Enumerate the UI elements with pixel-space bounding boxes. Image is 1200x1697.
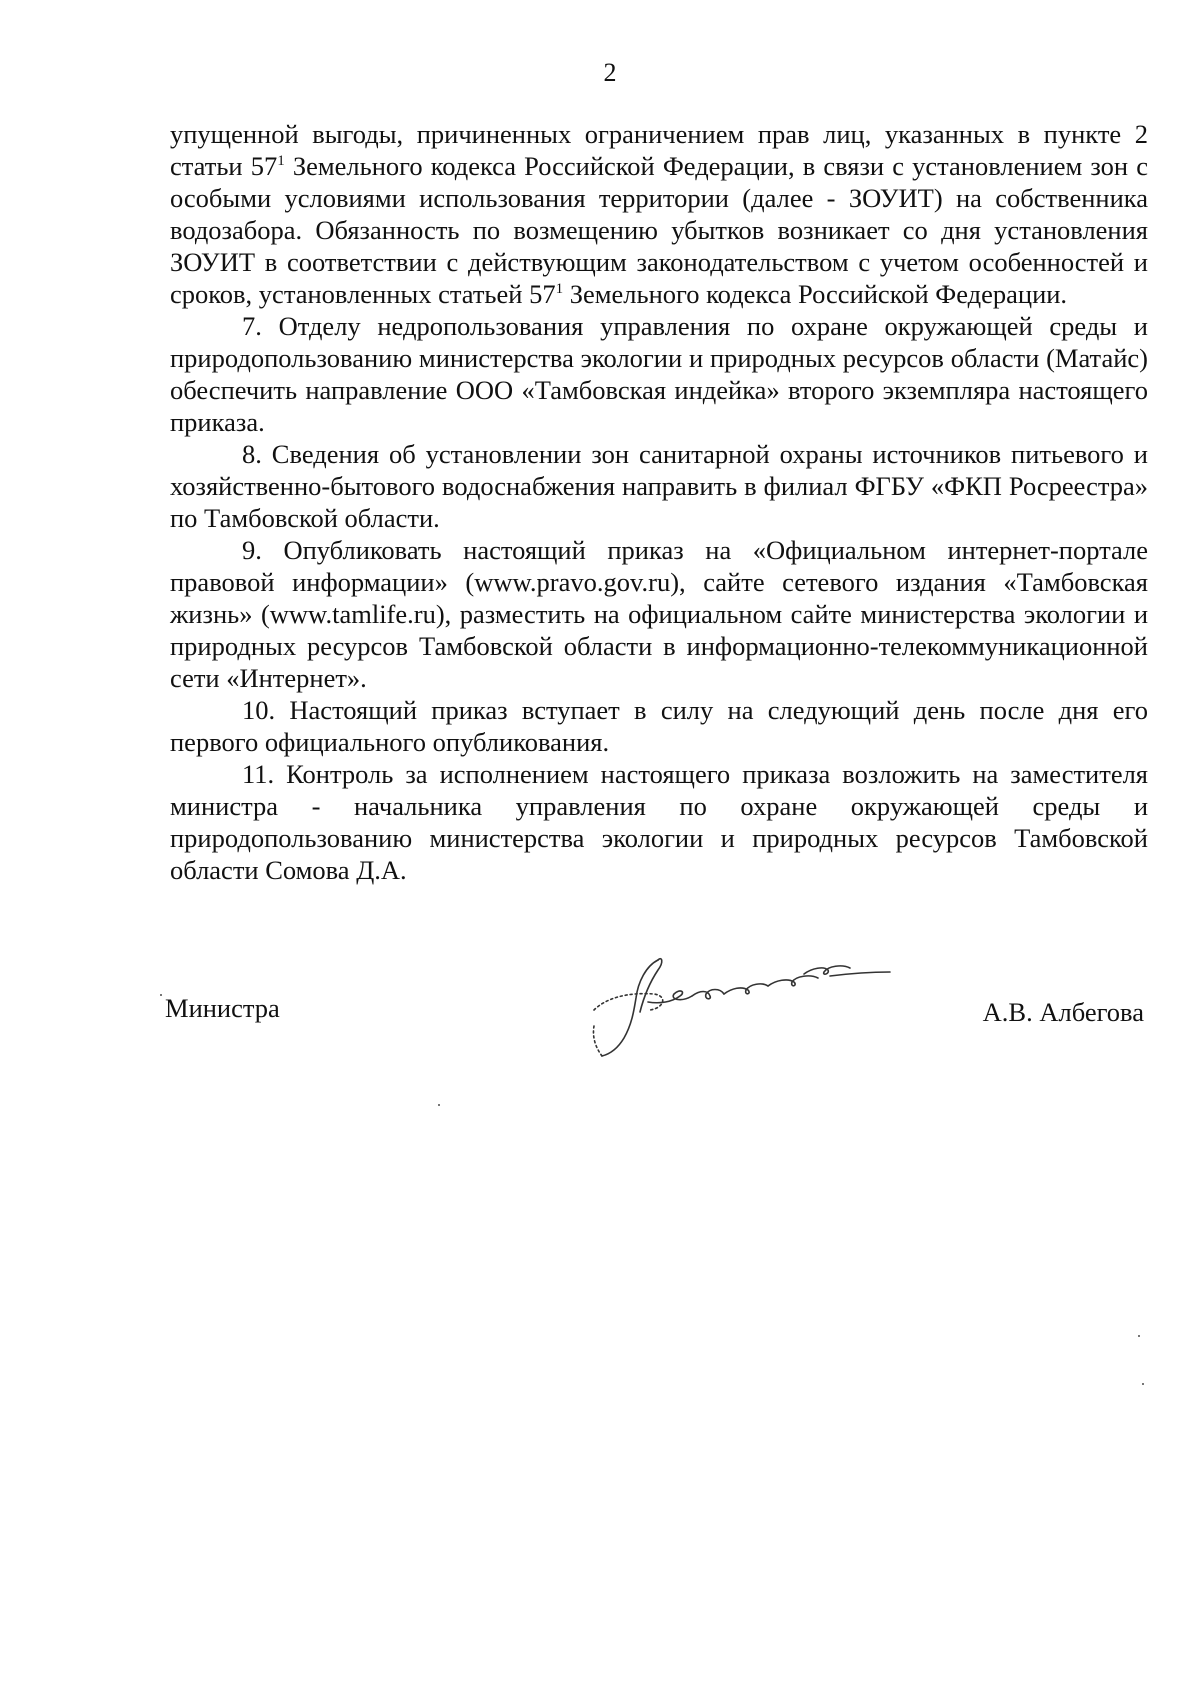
document-body — [170, 118, 1148, 886]
scan-speck — [438, 1104, 440, 1106]
paragraph-11: 11. Контроль за исполнением настоящего приказа возложить на заместителя министра - начальника управления по охране окружающей среды и природопользованию министерства экологии и природных ресурсов Тамбовской области Сомова Д.А. — [170, 759, 1148, 885]
scan-speck — [1138, 1335, 1140, 1337]
paragraph-9: 9. Опубликовать настоящий приказ на «Официальном интернет-портале правовой информации» (www.pravo.gov.ru), сайте сетевого издания «Тамбовская жизнь» (www.tamlife.ru), разместить на официальном сайте министерства экологии и природных ресурсов Тамбовской области в информационно-телекоммуникационной сети «Интернет». — [170, 535, 1148, 693]
signatory-name: А.В. Албегова — [982, 997, 1144, 1027]
handwritten-signature — [584, 952, 904, 1072]
signatory-title: Министра — [165, 993, 280, 1023]
paragraph-7: 7. Отделу недропользования управления по охране окружающей среды и природопользованию министерства экологии и природных ресурсов области (Матайс) обеспечить направление ООО «Тамбовская индейка» второго экземпляра настоящего приказа. — [170, 311, 1148, 437]
page-number: 2 — [603, 58, 617, 87]
paragraph-10: 10. Настоящий приказ вступает в силу на следующий день после дня его первого официального опубликования. — [170, 695, 1148, 757]
paragraph-6-continuation: упущенной выгоды, причиненных ограничением прав лиц, указанных в пункте 2 статьи $57^1$ Земельного кодекса Российской Федерации, в связи с установлением зон с особыми условиями использования территории (далее - ЗОУИТ) на собственника водозабора. Обязанность по возмещению убытков возникает со дня установления ЗОУИТ в соответствии с действующим законодательством с учетом особенностей и сроков, установленных статьей $57^1$ Земельного кодекса Российской Федерации. — [170, 119, 1148, 309]
paragraph-8: 8. Сведения об установлении зон санитарной охраны источников питьевого и хозяйственно-бытового водоснабжения направить в филиал ФГБУ «ФКП Росреестра» по Тамбовской области. — [170, 439, 1148, 533]
scan-speck — [160, 994, 162, 996]
scan-speck — [1142, 1383, 1144, 1385]
